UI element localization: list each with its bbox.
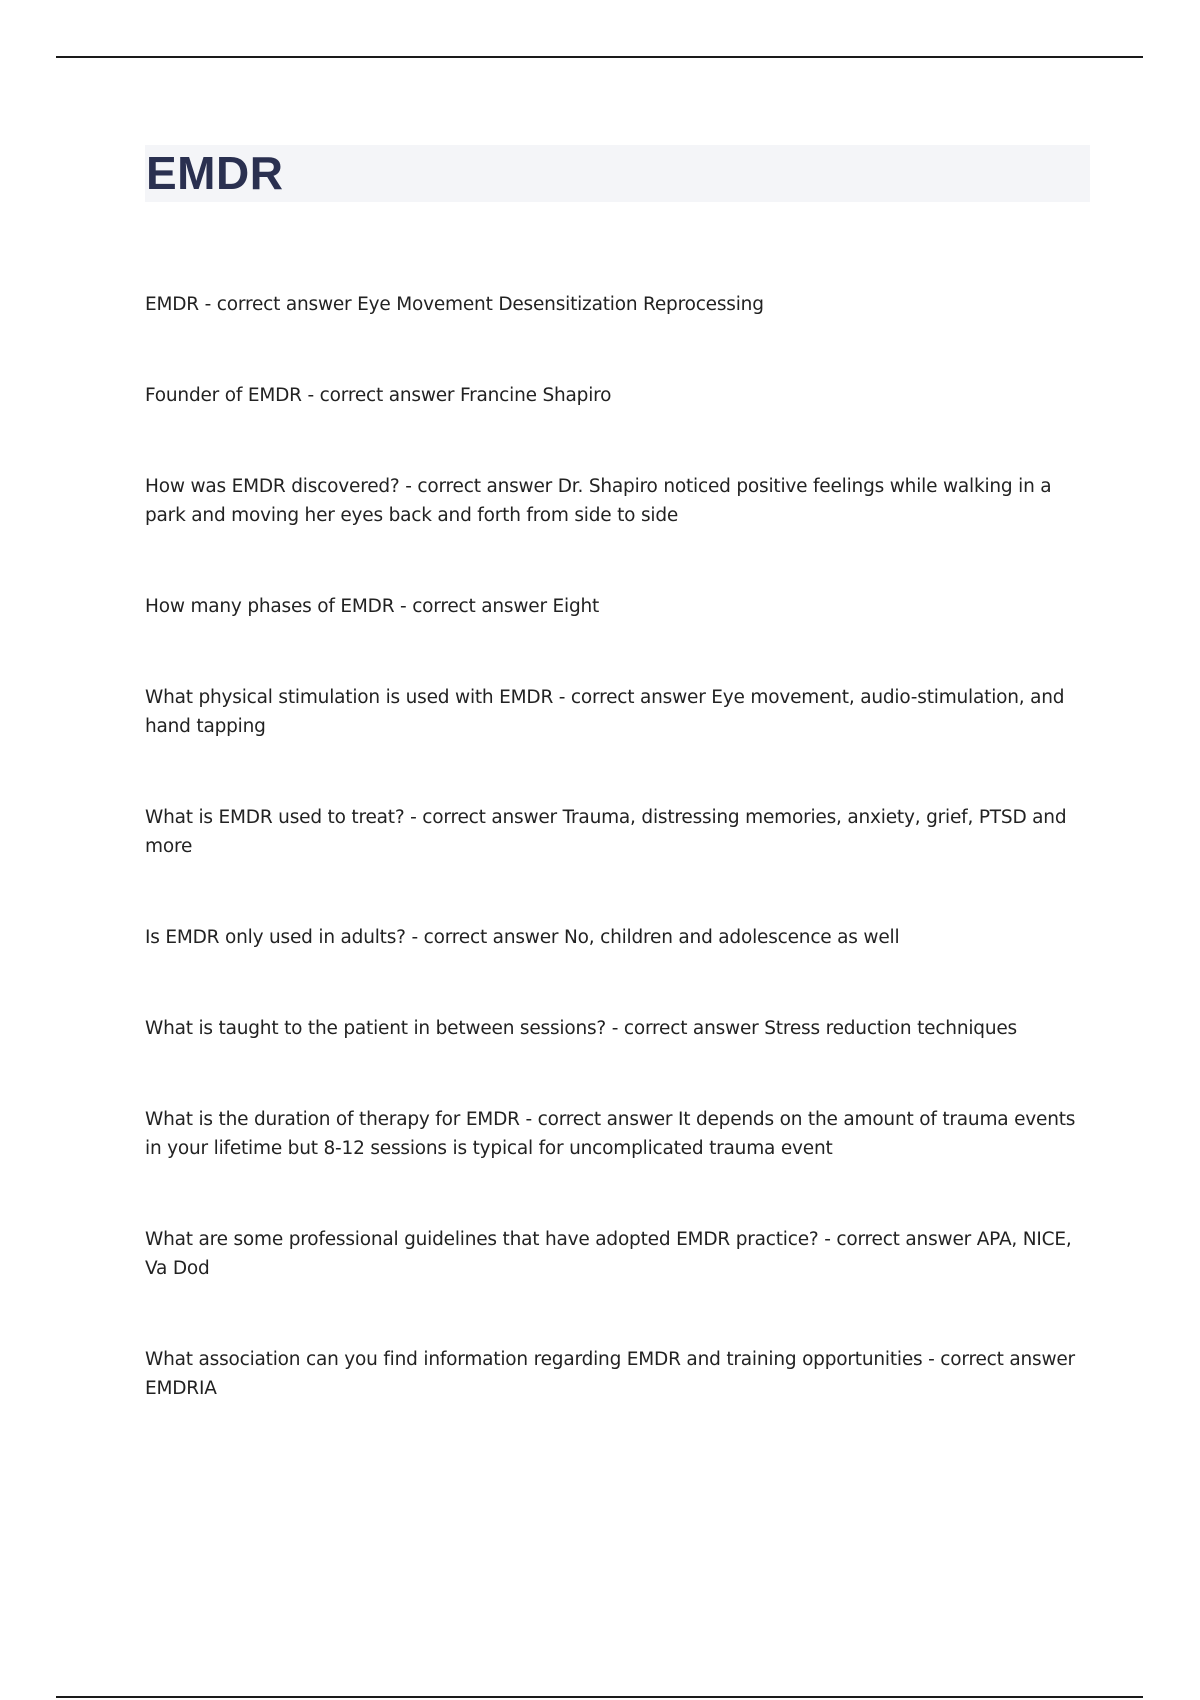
- top-divider: [56, 56, 1143, 58]
- qa-item: How was EMDR discovered? - correct answer Dr. Shapiro noticed positive feelings while walking in a park and moving her eyes back and forth from side to side: [145, 476, 1052, 526]
- qa-item: What is taught to the patient in between sessions? - correct answer Stress reduction techniques: [145, 1018, 1017, 1039]
- bottom-divider: [56, 1696, 1143, 1698]
- qa-item: What association can you find information regarding EMDR and training opportunities - correct answer EMDRIA: [145, 1349, 1075, 1399]
- qa-item: Is EMDR only used in adults? - correct answer No, children and adolescence as well: [145, 927, 900, 948]
- qa-item: Founder of EMDR - correct answer Francine Shapiro: [145, 385, 612, 406]
- title-band: [145, 145, 1090, 202]
- qa-item: What are some professional guidelines that have adopted EMDR practice? - correct answer APA, NICE, Va Dod: [145, 1229, 1072, 1279]
- qa-item: EMDR - correct answer Eye Movement Desensitization Reprocessing: [145, 294, 764, 315]
- qa-item: How many phases of EMDR - correct answer Eight: [145, 596, 600, 617]
- qa-list: [145, 290, 1090, 1465]
- qa-item: What is the duration of therapy for EMDR - correct answer It depends on the amount of trauma events in your lifetime but 8-12 sessions is typical for uncomplicated trauma event: [145, 1109, 1076, 1159]
- qa-item: What physical stimulation is used with EMDR - correct answer Eye movement, audio-stimulation, and hand tapping: [145, 687, 1065, 737]
- page-title: EMDR: [146, 147, 284, 199]
- qa-item: What is EMDR used to treat? - correct answer Trauma, distressing memories, anxiety, grief, PTSD and more: [145, 807, 1067, 857]
